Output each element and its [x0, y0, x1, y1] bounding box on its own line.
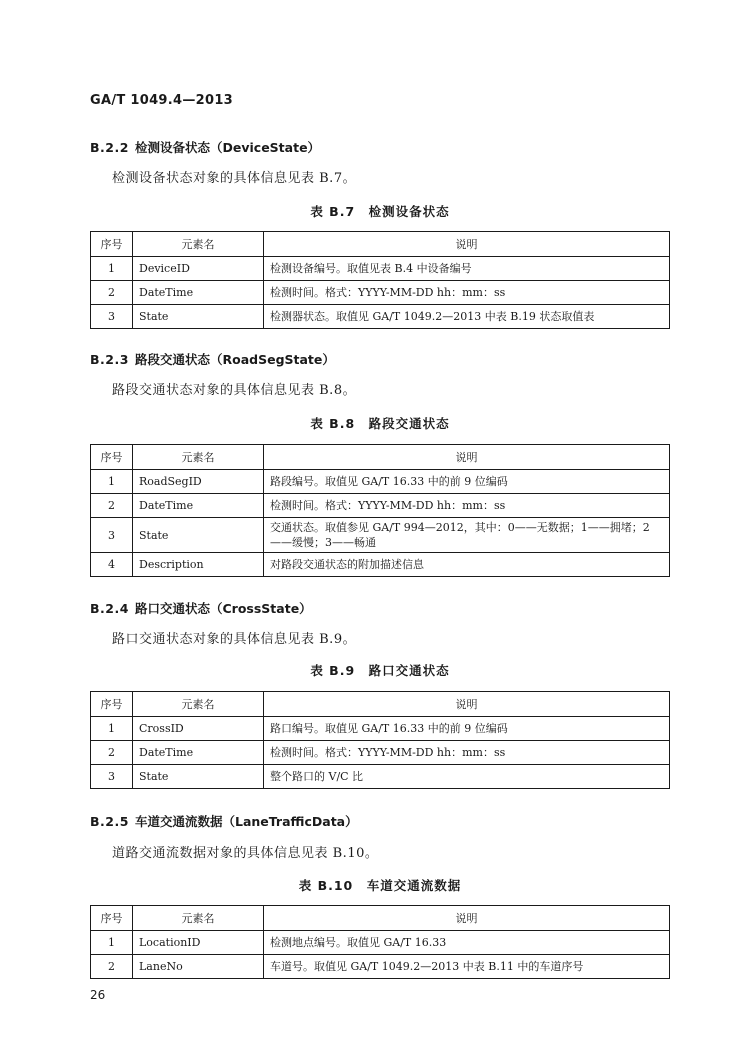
header-description: 说明: [264, 692, 670, 717]
cell-description: 车道号。取值见 GA/T 1049.2—2013 中表 B.11 中的车道序号: [264, 955, 670, 979]
cell-description: 检测时间。格式：YYYY-MM-DD hh：mm：ss: [264, 281, 670, 305]
header-description: 说明: [264, 232, 670, 257]
cell-seq: 3: [91, 518, 133, 553]
table-caption-b-9: 表 B.9 路口交通状态: [310, 663, 450, 678]
cell-seq: 1: [91, 717, 133, 741]
section-intro-b-2-3: 路段交通状态对象的具体信息见表 B.8。: [112, 383, 357, 398]
section-number: B.2.2: [90, 140, 129, 155]
cell-element-name: State: [133, 518, 264, 553]
table-header-row: [91, 232, 670, 257]
cell-description: 路口编号。取值见 GA/T 16.33 中的前 9 位编码: [264, 717, 670, 741]
section-title: 车道交通流数据（LaneTrafficData）: [135, 814, 358, 829]
table-b-7: [90, 231, 670, 329]
cell-element-name: LocationID: [133, 931, 264, 955]
table-row: [91, 955, 670, 979]
cell-description: 对路段交通状态的附加描述信息: [264, 553, 670, 577]
header-element-name: 元素名: [133, 232, 264, 257]
header-seq: 序号: [91, 232, 133, 257]
cell-seq: 1: [91, 257, 133, 281]
section-title: 路口交通状态（CrossState）: [135, 601, 312, 616]
cell-seq: 1: [91, 931, 133, 955]
table-b-9: [90, 691, 670, 789]
table-row: [91, 931, 670, 955]
table-b-10: [90, 905, 670, 979]
table-caption-b-7: 表 B.7 检测设备状态: [310, 204, 450, 219]
cell-element-name: LaneNo: [133, 955, 264, 979]
section-heading-b-2-2: [90, 138, 320, 156]
header-seq: 序号: [91, 906, 133, 931]
cell-element-name: CrossID: [133, 717, 264, 741]
cell-element-name: DeviceID: [133, 257, 264, 281]
section-heading-b-2-5: [90, 812, 358, 830]
header-element-name: 元素名: [133, 906, 264, 931]
cell-description: 检测时间。格式：YYYY-MM-DD hh：mm：ss: [264, 741, 670, 765]
cell-element-name: State: [133, 765, 264, 789]
cell-element-name: DateTime: [133, 281, 264, 305]
header-element-name: 元素名: [133, 445, 264, 470]
table-row: [91, 305, 670, 329]
section-intro-b-2-2: 检测设备状态对象的具体信息见表 B.7。: [112, 171, 357, 186]
table-row: [91, 518, 670, 553]
section-number: B.2.4: [90, 601, 129, 616]
table-b-8: [90, 444, 670, 577]
cell-seq: 4: [91, 553, 133, 577]
cell-element-name: DateTime: [133, 741, 264, 765]
cell-seq: 3: [91, 765, 133, 789]
section-title: 路段交通状态（RoadSegState）: [135, 352, 335, 367]
table-row: [91, 765, 670, 789]
table-header-row: [91, 906, 670, 931]
document-id-header: GA/T 1049.4—2013: [90, 93, 234, 108]
table-header-row: [91, 692, 670, 717]
page-number: 26: [90, 988, 106, 1002]
section-intro-b-2-4: 路口交通状态对象的具体信息见表 B.9。: [112, 632, 357, 647]
header-element-name: 元素名: [133, 692, 264, 717]
cell-description: 整个路口的 V/C 比: [264, 765, 670, 789]
table-row: [91, 717, 670, 741]
section-heading-b-2-4: [90, 599, 312, 617]
cell-seq: 2: [91, 281, 133, 305]
cell-seq: 1: [91, 470, 133, 494]
section-title: 检测设备状态（DeviceState）: [135, 140, 321, 155]
cell-element-name: DateTime: [133, 494, 264, 518]
header-seq: 序号: [91, 692, 133, 717]
section-number: B.2.5: [90, 814, 129, 829]
table-caption-b-8: 表 B.8 路段交通状态: [310, 416, 450, 431]
cell-description: 路段编号。取值见 GA/T 16.33 中的前 9 位编码: [264, 470, 670, 494]
table-caption-b-10: 表 B.10 车道交通流数据: [298, 878, 462, 893]
table-row: [91, 553, 670, 577]
cell-element-name: RoadSegID: [133, 470, 264, 494]
cell-seq: 2: [91, 955, 133, 979]
table-row: [91, 470, 670, 494]
table-row: [91, 257, 670, 281]
section-number: B.2.3: [90, 352, 129, 367]
section-heading-b-2-3: [90, 350, 335, 368]
table-header-row: [91, 445, 670, 470]
cell-seq: 2: [91, 741, 133, 765]
cell-description: 交通状态。取值参见 GA/T 994—2012，其中：0——无数据；1——拥堵；2——缓慢；3——畅通: [264, 518, 670, 553]
header-seq: 序号: [91, 445, 133, 470]
cell-description: 检测时间。格式：YYYY-MM-DD hh：mm：ss: [264, 494, 670, 518]
cell-description: 检测地点编号。取值见 GA/T 16.33: [264, 931, 670, 955]
cell-description: 检测设备编号。取值见表 B.4 中设备编号: [264, 257, 670, 281]
cell-seq: 2: [91, 494, 133, 518]
table-row: [91, 281, 670, 305]
cell-element-name: Description: [133, 553, 264, 577]
section-intro-b-2-5: 道路交通流数据对象的具体信息见表 B.10。: [112, 846, 379, 861]
table-row: [91, 494, 670, 518]
cell-seq: 3: [91, 305, 133, 329]
cell-element-name: State: [133, 305, 264, 329]
table-row: [91, 741, 670, 765]
cell-description: 检测器状态。取值见 GA/T 1049.2—2013 中表 B.19 状态取值表: [264, 305, 670, 329]
header-description: 说明: [264, 445, 670, 470]
header-description: 说明: [264, 906, 670, 931]
